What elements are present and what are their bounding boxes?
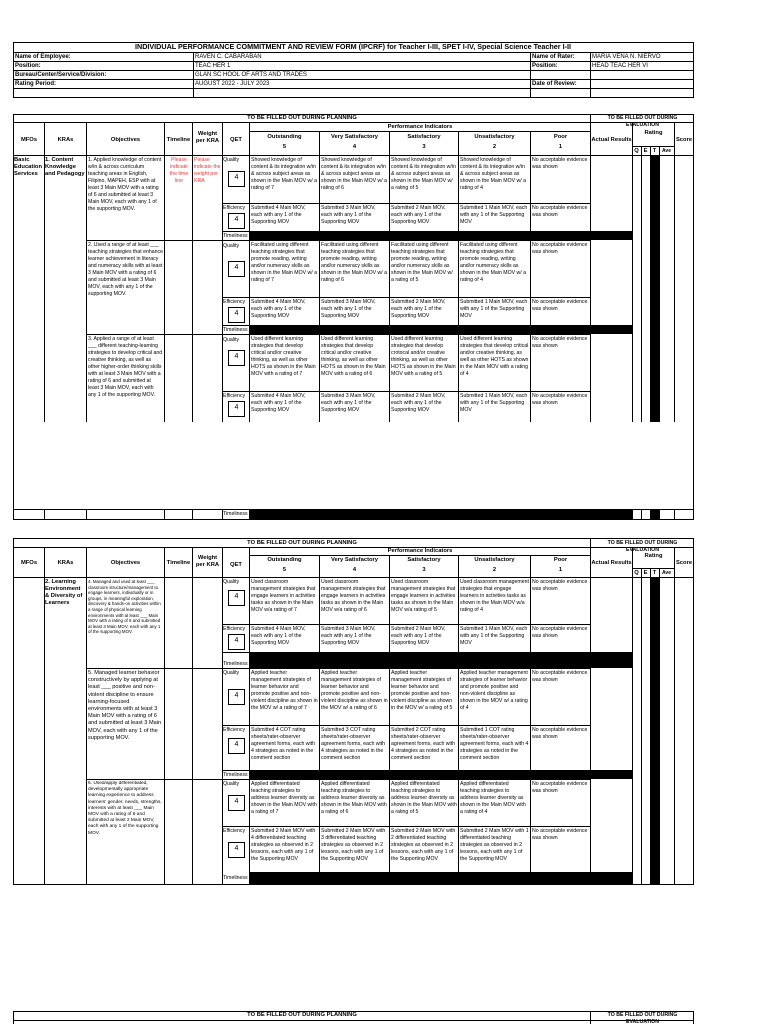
- quality-indicator-cell: Used classroom management strategies that engage learners in activities tasks as shown in the Main MOV w/a rating of 7: [251, 579, 316, 613]
- efficiency-indicator-cell: Submitted 3 Main MOV, each with any 1 of the Supporting MOV: [321, 299, 376, 319]
- objective-4: 4. Managed and used at least ___ classroom structure/management to engage learners, individually or in groups, in meaningful exploration, discovery & hands-on activities within a range of physical learning environments with at least ___ Main MOV with a rating of 6 and submitted at least 3 Main MOV, each with any 1 of the supporting MOV.: [88, 579, 161, 635]
- timeline-header: Timeline: [166, 137, 191, 143]
- mfos-header: MFOs: [20, 137, 38, 143]
- evaluation-header: TO BE FILLED OUT DURING EVALUATION: [607, 540, 678, 553]
- review-label: Date of Review:: [532, 81, 577, 87]
- efficiency-indicator-cell: Submitted 3 COT rating sheets/rater-observer agreement forms, each with 4 strategies as noted in the comment section: [321, 727, 386, 761]
- poor-num: 1: [558, 567, 563, 573]
- efficiency-score-box[interactable]: 4: [228, 738, 245, 754]
- rater-label: Name of Rater:: [532, 54, 575, 60]
- quality-score-box[interactable]: 4: [228, 350, 245, 366]
- quality-indicator-cell: Used different learning strategies that develop critical and/or creative thinking, as well as other HOTS as shown in the Main MOV with a rating of 6: [321, 336, 386, 377]
- planning-header: TO BE FILLED OUT DURING PLANNING: [247, 1012, 357, 1018]
- poor-header: Poor: [553, 557, 568, 563]
- timeliness-label: Timeliness: [223, 327, 248, 333]
- efficiency-indicator-cell: Submitted 4 COT rating sheets/rater-observer agreement forms, each with 4 strategies as noted in the comment section: [251, 727, 316, 761]
- efficiency-score-box[interactable]: 4: [228, 842, 245, 858]
- quality-indicator-cell: No acceptable evidence was shown: [532, 336, 588, 349]
- timeliness-label: Timeliness: [223, 772, 248, 778]
- efficiency-label: Efficiency: [223, 393, 246, 399]
- quality-label: Quality: [223, 157, 240, 163]
- efficiency-indicator-cell: Submitted 3 Main MOV, each with any 1 of the Supporting MOV: [321, 626, 376, 646]
- sat-header: Satisfactory: [407, 134, 441, 140]
- vs-num: 4: [352, 567, 357, 573]
- vs-header: Very Satisfactory: [330, 557, 379, 563]
- objective-2: 2. Used a range of at least ___ teaching strategies that enhance learner achievement in literacy and numeracy skills with at least 3 Main MOV with a rating of 6 and submitted at least 3 Main MOV, each with any 1 of the supporting MOV.: [88, 242, 163, 297]
- quality-indicator-cell: Applied teacher management strategies of learner behavior and promote positive and non-violent discipline as shown in the MOV w/ a rating of 7: [251, 670, 318, 711]
- quality-indicator-cell: Applied differentiated teaching strategies to address learner diversity as shown in the Main MOV with a rating of 5: [391, 781, 457, 815]
- sat-header: Satisfactory: [407, 557, 441, 563]
- evaluation-header: TO BE FILLED OUT DURING EVALUATION: [607, 1012, 678, 1025]
- outstanding-num: 5: [282, 144, 287, 150]
- vs-header: Very Satisfactory: [330, 134, 379, 140]
- objectives-header: Objectives: [110, 560, 141, 566]
- quality-score-box[interactable]: 4: [228, 689, 245, 705]
- timeliness-label: Timeliness: [223, 875, 248, 881]
- efficiency-label: Efficiency: [223, 205, 246, 211]
- timeliness-label: Timeliness: [223, 233, 248, 239]
- efficiency-score-box[interactable]: 4: [228, 307, 245, 323]
- efficiency-label: Efficiency: [223, 299, 246, 305]
- quality-score-box[interactable]: 4: [228, 590, 245, 606]
- efficiency-score-box[interactable]: 4: [228, 634, 245, 650]
- quality-indicator-cell: Showed knowledge of content & its integration w/in & across subject areas as shown in the Main MOV w/ a rating of 7: [251, 157, 318, 191]
- objectives-header: Objectives: [110, 137, 141, 143]
- sat-num: 3: [422, 144, 426, 150]
- efficiency-indicator-cell: Submitted 2 Main MOV, each with any 1 of the Supporting MOV: [391, 299, 446, 319]
- efficiency-indicator-cell: Submitted 1 Main MOV, each with any 1 of the Supporting MOV: [460, 299, 528, 319]
- score-header: Score: [675, 137, 693, 143]
- efficiency-indicator-cell: Submitted 2 Main MOV, each with any 1 of the Supporting MOV: [391, 205, 446, 225]
- efficiency-indicator-cell: Submitted 2 Main MOV, each with any 1 of the Supporting MOV: [391, 393, 446, 413]
- evaluation-header: TO BE FILLED OUT DURING EVALUATION: [607, 115, 678, 128]
- poor-header: Poor: [553, 134, 568, 140]
- efficiency-label: Efficiency: [223, 828, 246, 834]
- quality-indicator-cell: Used different learning strategies that develop critical and/or creative thinking, as well as other HOTS as shown in the Main MOV with a rating of 4: [460, 336, 529, 377]
- efficiency-label: Efficiency: [223, 626, 246, 632]
- weight-header: Weight per KRA: [195, 555, 220, 568]
- period-label: Rating Period:: [15, 81, 57, 87]
- objective-3: 3. Applied a range of at least ___ different teaching-learning strategies to develop critical and creative thinking, as well as other higher-order thinking skills with at least 3 Main MOV with a rating of 6 and submitted at least 3 Main MOV, each with any 1 of the supporting MOV.: [88, 336, 163, 398]
- actual-header: Actual Results: [591, 560, 632, 566]
- quality-indicator-cell: No acceptable evidence was shown: [532, 579, 588, 592]
- outstanding-header: Outstanding: [267, 557, 302, 563]
- quality-label: Quality: [223, 670, 240, 676]
- efficiency-indicator-cell: No acceptable evidence was shown: [532, 299, 588, 312]
- efficiency-indicator-cell: Submitted 3 Main MOV, each with any 1 of the Supporting MOV: [321, 393, 376, 413]
- weight-note: Please indicate the weight per KRA: [194, 157, 221, 184]
- quality-indicator-cell: Showed knowledge of content & its integration w/in & across subject areas as shown in the Main MOV w/ a rating of 6: [321, 157, 388, 191]
- quality-indicator-cell: Used classroom management strategies that engage learners in activities tasks as shown in the Main MOV w/a rating of 6: [321, 579, 386, 613]
- efficiency-indicator-cell: No acceptable evidence was shown: [532, 626, 588, 639]
- quality-indicator-cell: Facilitated using different teaching strategies that promote reading, writing and/or numeracy skills as shown in the Main MOV w/ a rating of 4: [460, 242, 527, 283]
- efficiency-label: Efficiency: [223, 727, 246, 733]
- quality-score-box[interactable]: 4: [228, 261, 245, 277]
- timeline-note: Please indicate the time line: [169, 157, 189, 184]
- planning-header: TO BE FILLED OUT DURING PLANNING: [247, 540, 357, 546]
- efficiency-indicator-cell: Submitted 2 Main MOV, each with any 1 of the Supporting MOV: [391, 626, 446, 646]
- quality-indicator-cell: No acceptable evidence was shown: [532, 670, 588, 683]
- quality-indicator-cell: Used different learning strategies that develop crotocal and/or creative thinking, as well as other HOTS as shown in the Main MOV with a rating of 5: [391, 336, 456, 377]
- planning-header: TO BE FILLED OUT DURING PLANNING: [247, 115, 357, 121]
- efficiency-indicator-cell: No acceptable evidence was shown: [532, 828, 588, 841]
- timeliness-label: Timeliness: [223, 511, 248, 517]
- efficiency-indicator-cell: Submitted 2 Main MOV with 2 differentiated teaching strategies as observed in 2 lessons, each with any 1 of the Supporting MOV: [391, 828, 456, 862]
- quality-indicator-cell: Applied differentiated teaching strategies to address learner diversity as shown in the Main MOV with a rating of 4: [460, 781, 526, 815]
- ave-header: Ave: [662, 570, 671, 576]
- efficiency-indicator-cell: Submitted 2 Main MOV with 3 differentiated teaching strategies as observed in 2 lessons, each with any 1 of the Supporting MOV: [321, 828, 386, 862]
- quality-score-box[interactable]: 4: [228, 795, 245, 811]
- kras-header: KRAs: [57, 137, 74, 143]
- t-header: T: [652, 570, 657, 576]
- efficiency-indicator-cell: Submitted 4 Main MOV, each with any 1 of the Supporting MOV: [251, 299, 306, 319]
- poor-num: 1: [558, 144, 563, 150]
- form-title: INDIVIDUAL PERFORMANCE COMMITMENT AND REVIEW FORM (IPCRF) for Teacher I-III, SPET I-IV, Special Science Teacher I-II: [135, 42, 571, 51]
- quality-indicator-cell: Used classroom management strategies that engage learners in activities tasks as shown in the Main MOV w/a rating of 5: [391, 579, 456, 613]
- rating-header: Rating: [644, 130, 663, 136]
- timeline-header: Timeline: [166, 560, 191, 566]
- unsat-header: Unsatisfactory: [474, 557, 515, 563]
- score-header: Score: [675, 560, 693, 566]
- employee-label: Name of Employee:: [15, 54, 71, 60]
- rating-header: Rating: [644, 553, 663, 559]
- quality-indicator-cell: No acceptable evidence was shown: [532, 781, 588, 794]
- kra2-label: 2. Learning Environment & Diversity of Learners: [45, 579, 83, 606]
- quality-indicator-cell: Facilitated using different teaching strategies that promote reading, writing and/or numeracy skills as shown in the Main MOV w/ a rating of 7: [251, 242, 318, 283]
- efficiency-indicator-cell: No acceptable evidence was shown: [532, 393, 588, 406]
- quality-indicator-cell: Applied teacher management strategies of learner behavior and promote positive and non-violent discipline as shown in the MOV w/ a rating of 5: [391, 670, 453, 711]
- quality-label: Quality: [223, 337, 240, 343]
- actual-header: Actual Results: [591, 137, 632, 143]
- rater-position-label: Position:: [532, 63, 558, 69]
- quality-label: Quality: [223, 579, 240, 585]
- efficiency-indicator-cell: Submitted 2 Main MOV with 4 differentiated teaching strategies as observed in 2 lessons, each with any 1 of the Supporting MOV: [251, 828, 316, 862]
- perf-header: Performance Indicators: [387, 548, 453, 554]
- employee-value: RAVEN C. CABARABAN: [195, 54, 262, 60]
- efficiency-indicator-cell: Submitted 3 Main MOV, each with any 1 of the Supporting MOV: [321, 205, 376, 225]
- objective-5: 5. Managed learner behavior constructively by applying at least ___ positive and non-violent discipline to ensure learning-focused environments with at least 3 Main MOV with a rating of 6 and submitted at least 3 Main MOV, each with any 1 of the supporting MOV.: [88, 670, 162, 741]
- unsat-num: 2: [492, 144, 497, 150]
- unsat-num: 2: [492, 567, 497, 573]
- quality-indicator-cell: No acceptable evidence was shown: [532, 157, 588, 170]
- position-value: TEAC HER 1: [195, 63, 231, 69]
- efficiency-indicator-cell: Submitted 2 Main MOV with 1 differentiated teaching strategies as observed in 2 lessons, each with any 1 of the Supporting MOV: [460, 828, 529, 862]
- rater-position-value: HEAD TEAC HER VI: [592, 63, 648, 69]
- efficiency-indicator-cell: No acceptable evidence was shown: [532, 727, 588, 740]
- efficiency-indicator-cell: Submitted 1 COT rating sheets/rater-observer agreement forms, each with 4 strategies as noted in the comment section: [460, 727, 529, 761]
- quality-score-box[interactable]: 4: [228, 171, 245, 187]
- efficiency-indicator-cell: Submitted 1 Main MOV, each with any 1 of the Supporting MOV: [460, 626, 528, 646]
- weight-header: Weight per KRA: [195, 131, 220, 144]
- unsat-header: Unsatisfactory: [474, 134, 515, 140]
- efficiency-indicator-cell: Submitted 4 Main MOV, each with any 1 of the Supporting MOV: [251, 626, 306, 646]
- quality-indicator-cell: Applied differentiated teaching strategies to address learner diversity as shown in the Main MOV with a rating of 6: [321, 781, 387, 815]
- bureau-value: GLAN SC HOOL OF ARTS AND TRADES: [195, 72, 307, 78]
- efficiency-score-box[interactable]: 4: [228, 213, 245, 229]
- efficiency-score-box[interactable]: 4: [228, 401, 245, 417]
- e-header: E: [643, 148, 648, 154]
- efficiency-indicator-cell: No acceptable evidence was shown: [532, 205, 588, 218]
- t-header: T: [652, 148, 657, 154]
- perf-header: Performance Indicators: [387, 124, 453, 130]
- quality-indicator-cell: Facilitated using different teaching strategies that promote reading, writing and/or numeracy skills as shown in the Main MOV w/ a rating of 5: [391, 242, 453, 283]
- kra1-label: 1. Content Knowledge and Pedagogy: [45, 157, 85, 177]
- quality-label: Quality: [223, 781, 240, 787]
- objective-6: 6. Used/apply differentiated, developmentally appropriate learning experience to address learners' gender, needs, strengths, interests with at least ___ Main MOV with a rating of 6 and submitted at least 2 Main MOV, each with any 1 of the supporting MOV.: [88, 781, 162, 836]
- quality-indicator-cell: Showed knowledge of content & its integration w/in & across subject areas as shown in the Main MOV w/ a rating of 4: [460, 157, 527, 191]
- e-header: E: [643, 570, 648, 576]
- q-header: Q: [634, 148, 639, 154]
- efficiency-indicator-cell: Submitted 4 Main MOV, each with any 1 of the Supporting MOV: [251, 393, 306, 413]
- rater-value: MARIA VENA N. NIERVO: [592, 54, 661, 60]
- efficiency-indicator-cell: Submitted 2 COT rating sheets/rater-observer agreement forms, each with 4 strategies as noted in the comment section: [391, 727, 456, 761]
- efficiency-indicator-cell: Submitted 1 Main MOV, each with any 1 of the Supporting MOV: [460, 393, 528, 413]
- quality-indicator-cell: Facilitated using different teaching strategies that promote reading, writing and/or numeracy skills as shown in the Main MOV w/ a rating of 6: [321, 242, 388, 283]
- quality-indicator-cell: Used different learning strategies that develop critical and/or creative thinking, as well as other HOTS as shown in the Main MOV with a rating of 7: [251, 336, 316, 377]
- quality-indicator-cell: Applied teacher management strategies of learner behavior and promote positive and non-violent discipline as shown in the MOV w/ a rating of 4: [460, 670, 528, 711]
- sat-num: 3: [422, 567, 426, 573]
- kras-header: KRAs: [57, 560, 74, 566]
- outstanding-header: Outstanding: [267, 134, 302, 140]
- objective-1: 1. Applied knowledge of content w/in & across curriculum teaching areas in English, Filipino, MAPEH, ESP with at least 3 Main MOV with a rating of 6 and submitted at least 3 Main MOV, each with any 1 of the supporting MOV.: [88, 157, 162, 212]
- period-value: AUGUST 2022 - JULY 2023: [195, 81, 270, 87]
- efficiency-indicator-cell: Submitted 4 Main MOV, each with any 1 of the Supporting MOV: [251, 205, 306, 225]
- qet-header: QET: [230, 137, 242, 143]
- quality-indicator-cell: Applied differentiated teaching strategies to address learner diversity as shown in the Main MOV with a rating of 7: [251, 781, 317, 815]
- timeliness-label: Timeliness: [223, 661, 248, 667]
- quality-indicator-cell: Applied teacher management strategies of learner behavior and promote positive and non-violent discipline as shown in the MOV w/ a rating of 6: [321, 670, 388, 711]
- quality-label: Quality: [223, 243, 240, 249]
- q-header: Q: [634, 570, 639, 576]
- quality-indicator-cell: Showed knowledge of content & its integration w/in & across subject areas as shown in the Main MOV w/ a rating of 5: [391, 157, 456, 191]
- outstanding-num: 5: [282, 567, 287, 573]
- mfo-label: Basic Education Services: [14, 157, 43, 177]
- ave-header: Ave: [662, 148, 671, 154]
- bureau-label: Bureau/Center/Service/Division:: [15, 72, 107, 78]
- position-label: Position:: [15, 63, 41, 69]
- efficiency-indicator-cell: Submitted 1 Main MOV, each with any 1 of the Supporting MOV: [460, 205, 528, 225]
- mfos-header: MFOs: [20, 560, 38, 566]
- quality-indicator-cell: Used classroom management strategies that engage learners in activities tasks as shown in the Main MOV w/a rating of 4: [460, 579, 529, 613]
- quality-indicator-cell: No acceptable evidence was shown: [532, 242, 588, 255]
- vs-num: 4: [352, 144, 357, 150]
- qet-header: QET: [230, 562, 242, 568]
